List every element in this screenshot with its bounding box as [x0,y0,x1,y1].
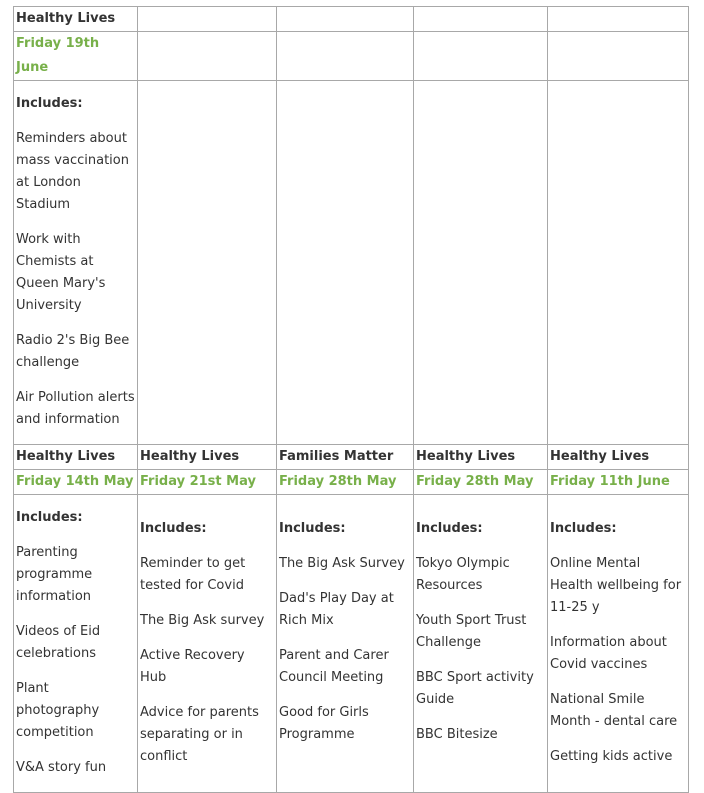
table-row [14,81,689,445]
list-item: Work with Chemists at Queen Mary's University [16,232,106,313]
list-item: Plant photography competition [16,681,100,740]
list-item: BBC Sport activity Guide [416,670,534,707]
list-item: Information about Covid vaccines [550,635,667,672]
cell-date: Friday 14th May [14,470,138,495]
list-item: Reminders about mass vaccination at London Stadium [16,131,129,212]
list-item: The Big Ask Survey [279,556,405,571]
list-item: Parenting programme information [16,545,93,604]
cell-title: Healthy Lives [138,445,277,470]
list-item: Radio 2's Big Bee challenge [16,333,130,370]
cell-content [14,495,138,793]
empty-cell [277,7,414,32]
table-row [14,32,689,81]
list-item: Youth Sport Trust Challenge [416,613,527,650]
empty-cell [548,7,689,32]
list-item: Tokyo Olympic Resources [416,556,510,593]
table-row [14,7,689,32]
empty-cell [138,81,277,445]
list-item: Dad's Play Day at Rich Mix [279,591,394,628]
empty-cell [138,7,277,32]
empty-cell [277,32,414,81]
table-row [14,445,689,470]
includes-label: Includes: [550,521,617,536]
empty-cell [414,32,548,81]
empty-cell [414,7,548,32]
includes-label: Includes: [140,521,207,536]
list-item: Air Pollution alerts and information [16,390,135,427]
newsletter-table [13,6,689,793]
includes-label: Includes: [16,510,83,525]
cell-title: Families Matter [277,445,414,470]
cell-date: Friday 28th May [414,470,548,495]
empty-cell [548,32,689,81]
cell-title: Healthy Lives [14,7,138,32]
cell-date: Friday 21st May [138,470,277,495]
list-item: V&A story fun [16,760,107,775]
cell-date: Friday 19th June [14,32,138,81]
table-row [14,470,689,495]
cell-title: Healthy Lives [414,445,548,470]
table-row [14,495,689,793]
cell-content [548,495,689,793]
list-item: Advice for parents separating or in conflict [140,705,259,764]
cell-date: Friday 28th May [277,470,414,495]
list-item: Reminder to get tested for Covid [140,556,246,593]
empty-cell [548,81,689,445]
cell-title: Healthy Lives [14,445,138,470]
list-item: Good for Girls Programme [279,705,369,742]
list-item: National Smile Month - dental care [550,692,678,729]
cell-content [277,495,414,793]
cell-title: Healthy Lives [548,445,689,470]
cell-content [138,495,277,793]
empty-cell [414,81,548,445]
list-item: Online Mental Health wellbeing for 11-25 y [550,556,682,615]
list-item: Active Recovery Hub [140,648,245,685]
list-item: The Big Ask survey [140,613,265,628]
cell-content [14,81,138,445]
empty-cell [138,32,277,81]
includes-label: Includes: [416,521,483,536]
list-item: Parent and Carer Council Meeting [279,648,389,685]
list-item: BBC Bitesize [416,727,498,742]
includes-label: Includes: [16,96,83,111]
includes-label: Includes: [279,521,346,536]
cell-content [414,495,548,793]
cell-date: Friday 11th June [548,470,689,495]
list-item: Videos of Eid celebrations [16,624,101,661]
list-item: Getting kids active [550,749,673,764]
empty-cell [277,81,414,445]
